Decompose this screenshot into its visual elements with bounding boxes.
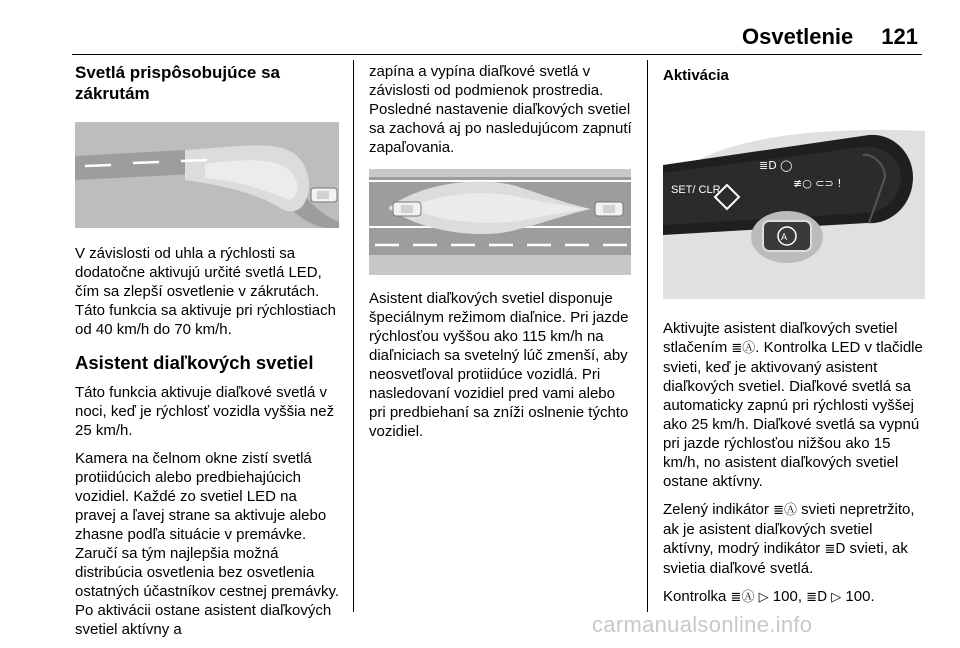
own-car-shape [393, 202, 421, 216]
car-ahead-shape [595, 202, 623, 216]
figure-turn-signal-lever [663, 125, 927, 299]
page-header [742, 24, 918, 50]
high-beam-icon: ≣D [824, 542, 846, 557]
paragraph-highway-mode: Asistent diaľkových svetiel disponuje špeciálnym režimom diaľnice. Pri jazde rýchlosťou vyššou ako 115 km/h na diaľniciach sa svetelný lúč zmenší, aby neosvetľoval protiidúce vozidlá. Pri nasledovaní vozidiel pred vami alebo pri predbiehaní sa zníži oslnenie týchto vozidiel. [369, 290, 629, 440]
page-reference-arrow-icon-2: ▷ [831, 590, 842, 605]
svg-text:≢○ ⊂⊃ !: ≢○ ⊂⊃ ! [793, 177, 842, 190]
auto-high-beam-icon: ≣Ⓐ [731, 341, 756, 356]
lever-label-set: SET/ CLR [671, 184, 721, 196]
paragraph-indicators: Zelený indikátor ≣Ⓐ svieti nepretržito, ak je asistent diaľkových svetiel aktívny, modrý indikátor ≣D svieti, ak svietia diaľkové svetlá. [663, 501, 915, 577]
column-divider-2 [647, 60, 648, 612]
car-shape [311, 188, 337, 202]
paragraph-activation: Aktivujte asistent diaľkových svetiel stlačením ≣Ⓐ. Kontrolka LED v tlačidle svieti, keď je aktivovaný asistent diaľkových svetiel. Diaľkové svetlá sa automaticky zapnú pri rýchlosti vyššej ako 25 km/h. Diaľkové svetlá sa vypnú pri jazde rýchlosťou nižšou ako 15 km/h, no asistent diaľkových svetiel ostane aktívny. [663, 320, 923, 490]
high-beam-assist-button [751, 211, 823, 263]
watermark: carmanualsonline.info [592, 612, 813, 637]
figure-highway-mode [369, 169, 635, 275]
header-rule [72, 54, 922, 55]
auto-high-beam-indicator-icon: ≣Ⓐ [773, 503, 797, 518]
svg-text:≣D ◯: ≣D ◯ [759, 159, 793, 172]
paragraph-references: Kontrolka ≣Ⓐ ▷ 100, ≣D ▷ 100. [663, 588, 875, 605]
paragraph-high-beam-2: Kamera na čelnom okne zistí svetlá protiidúcich alebo predbiehajúcich vozidiel. Každé zo svetiel LED na pravej a ľavej strane sa aktivuje alebo zhasne podľa situácie v premávke. Zaručí sa tým najlepšia možná distribúcia osvetlenia bez osvetlenia ostatných účastníkov cestnej premávky. Po aktivácii ostane asistent diaľkových svetiel aktívny a [75, 450, 340, 638]
high-beam-ref-icon: ≣D [806, 590, 828, 605]
page-number: 121 [881, 24, 918, 49]
svg-text:A: A [781, 233, 788, 243]
paragraph-high-beam-1: Táto funkcia aktivuje diaľkové svetlá v noci, keď je rýchlosť vozidla vyššia než 25 km/h. [75, 384, 335, 439]
column-3 [663, 62, 927, 616]
column-divider-1 [353, 60, 354, 612]
paragraph-adaptive: V závislosti od uhla a rýchlosti sa dodatočne aktivujú určité svetlá LED, čím sa zlepší osvetlenie v zákrutách. Táto funkcia sa aktivuje pri rýchlostiach od 40 km/h do 70 km/h. [75, 245, 336, 338]
section-title: Osvetlenie [742, 24, 854, 49]
page-ref-2[interactable]: 100. [845, 588, 875, 605]
figure-cornering-light [75, 122, 341, 228]
column-1 [75, 62, 341, 648]
page-reference-arrow-icon: ▷ [758, 590, 769, 605]
heading-high-beam-assist: Asistent diaľkových svetiel [75, 352, 314, 373]
page-ref-1[interactable]: 100, [772, 588, 802, 605]
paragraph-continuation: zapína a vypína diaľkové svetlá v závislosti od podmienok prostredia. Posledné nastavenie diaľkových svetiel sa zachová aj po nasledujúcom zapnutí zapaľovania. [369, 63, 632, 156]
heading-adaptive-lights: Svetlá prispôsobujúce sa zákrutám [75, 63, 281, 103]
auto-high-beam-ref-icon: ≣Ⓐ [730, 590, 755, 605]
column-2 [369, 62, 635, 450]
heading-activation: Aktivácia [663, 67, 729, 84]
